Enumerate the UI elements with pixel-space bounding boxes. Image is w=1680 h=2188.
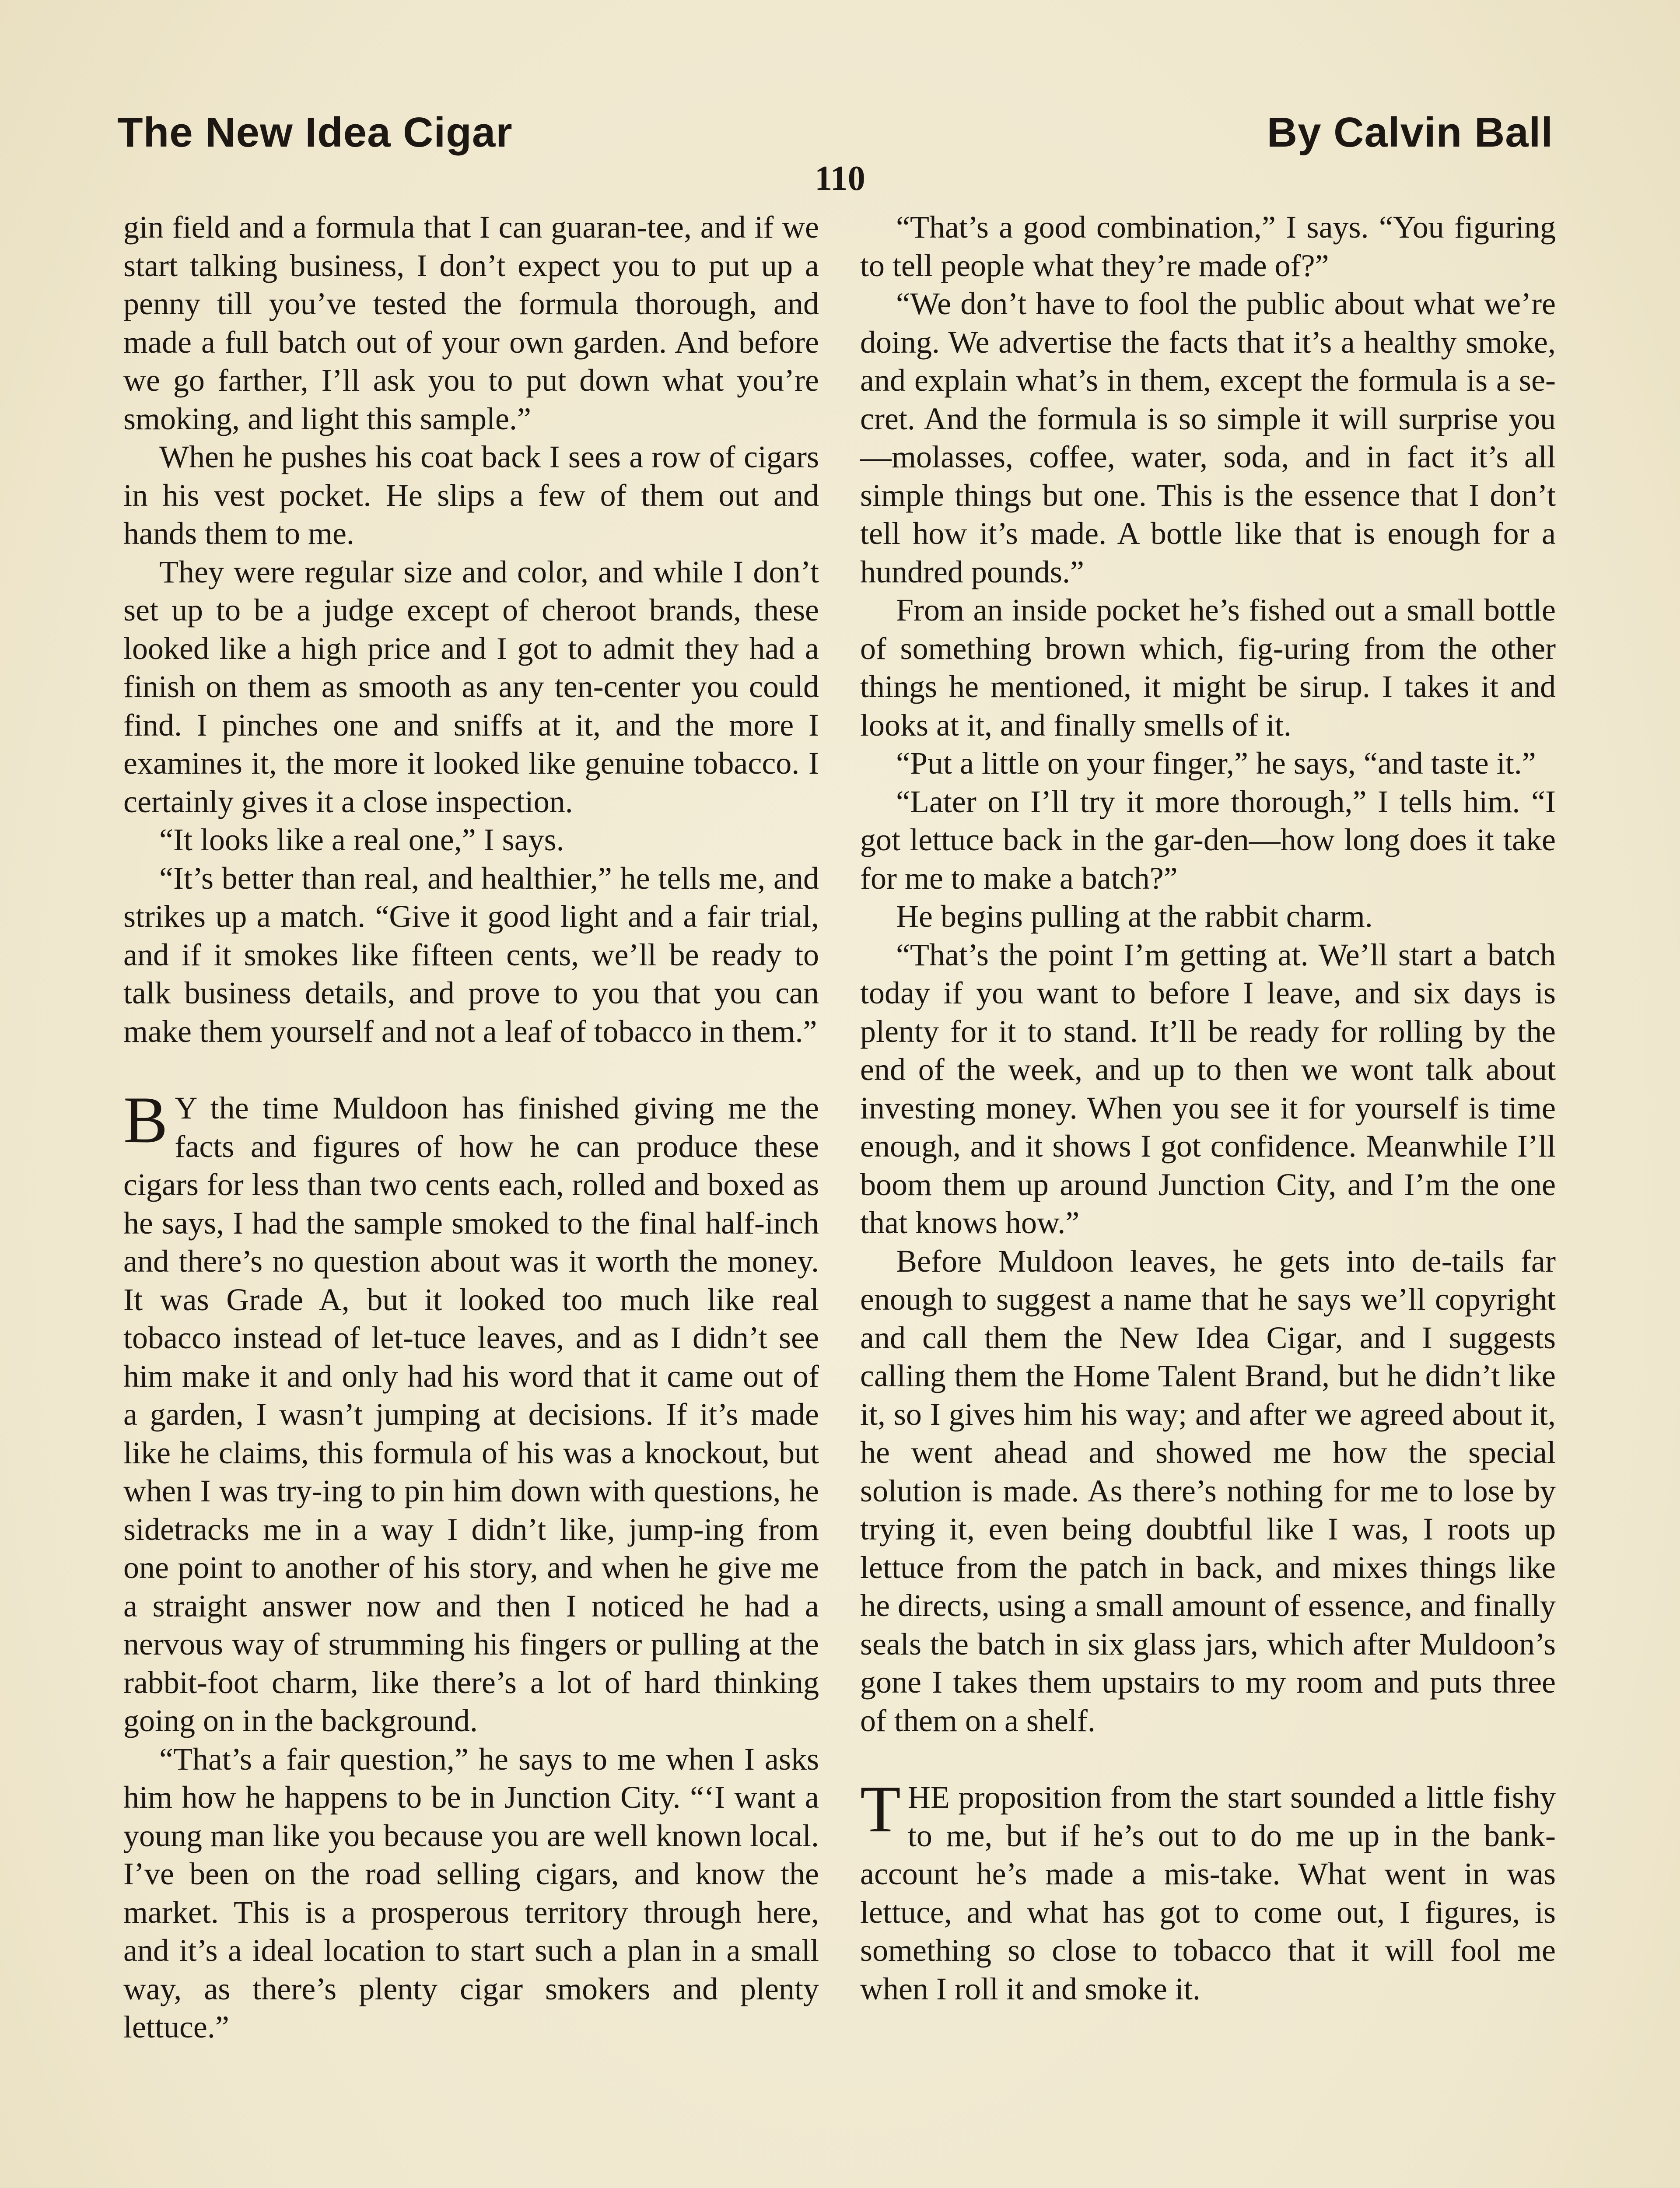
paragraph: “That’s a good combination,” I says. “You figuring to tell people what they’re made of?” bbox=[860, 210, 1556, 283]
drop-cap: T bbox=[860, 1772, 901, 1846]
paragraph: “Later on I’ll try it more thorough,” I tells him. “I got lettuce back in the gar-den—how long does it take for me to make a batch?” bbox=[860, 784, 1556, 896]
section-text: HE proposition from the start sounded a little fishy to me, but if he’s out to do me up in the bank-account he’s made a mis-take. What went in was lettuce, and what has got to come out, I figures, is something so close to tobacco that it will fool me when I roll it and smoke it. bbox=[860, 1780, 1556, 2006]
section-paragraph bbox=[860, 1772, 1556, 2008]
byline: By Calvin Ball bbox=[1267, 109, 1553, 156]
paragraph: “It looks like a real one,” I says. bbox=[159, 822, 564, 857]
story-title: The New Idea Cigar bbox=[117, 109, 513, 156]
section-paragraph bbox=[123, 1083, 819, 1740]
right-column bbox=[860, 208, 1556, 2008]
paragraph: “That’s a fair question,” he says to me when I asks him how he happens to be in Junction City. “‘I want a young man like you because you are well known local. I’ve been on the road selling cigars, and know the market. This is a prosperous territory through here, and it’s a ideal location to start such a plan in a small way, as there’s plenty cigar smokers and plenty lettuce.” bbox=[123, 1741, 819, 2044]
drop-cap: B bbox=[123, 1083, 168, 1157]
page-number: 110 bbox=[815, 159, 865, 198]
paragraph: Before Muldoon leaves, he gets into de-tails far enough to suggest a name that he says we’ll copyright and call them the New Idea Cigar, and I suggests calling them the Home Talent Brand, but he didn’t like it, so I gives him his way; and after we agreed about it, he went ahead and showed me how the special solution is made. As there’s nothing for me to lose by trying it, even being doubtful like I was, I roots up lettuce from the patch in back, and mixes things like he directs, using a small amount of essence, and finally seals the batch in six glass jars, which after Muldoon’s gone I takes them upstairs to my room and puts three of them on a shelf. bbox=[860, 1243, 1556, 1738]
paragraph: “We don’t have to fool the public about what we’re doing. We advertise the facts that it’s a healthy smoke, and explain what’s in them, except the formula is a se-cret. And the formula is so simple it will surprise you—molasses, coffee, water, soda, and in fact it’s all simple things but one. This is the essence that I don’t tell how it’s made. A bottle like that is enough for a hundred pounds.” bbox=[860, 286, 1556, 589]
paragraph: gin field and a formula that I can guaran-tee, and if we start talking business, I don’t expect you to put up a penny till you’ve tested the formula thorough, and made a full batch out of your own garden. And before we go farther, I’ll ask you to put down what you’re smoking, and light this sample.” bbox=[123, 210, 819, 436]
paragraph: When he pushes his coat back I sees a row of cigars in his vest pocket. He slips a few of them out and hands them to me. bbox=[123, 439, 819, 551]
section-text: Y the time Muldoon has finished giving me the facts and figures of how he can produce these cigars for less than two cents each, rolled and boxed as he says, I had the sample smoked to the final half-inch and there’s no question about was it worth the money. It was Grade A, but it looked too much like real tobacco instead of let-tuce leaves, and as I didn’t see him make it and only had his word that it came out of a garden, I wasn’t jumping at decisions. If it’s made like he claims, this formula of his was a knockout, but when I was try-ing to pin him down with questions, he sidetracks me in a way I didn’t like, jump-ing from one point to another of his story, and when he give me a straight answer now and then I noticed he had a nervous way of strumming his fingers or pulling at the rabbit-foot charm, like there’s a lot of hard thinking going on in the background. bbox=[123, 1090, 819, 1738]
paragraph: He begins pulling at the rabbit charm. bbox=[896, 899, 1373, 934]
paragraph: They were regular size and color, and while I don’t set up to be a judge except of cheroot brands, these looked like a high price and I got to admit they had a finish on them as smooth as any ten-center you could find. I pinches one and sniffs at it, and the more I examines it, the more it looked like genuine tobacco. I certainly gives it a close inspection. bbox=[123, 554, 819, 819]
left-column bbox=[123, 208, 819, 2047]
paragraph: “It’s better than real, and healthier,” he tells me, and strikes up a match. “Give it good light and a fair trial, and if it smokes like fifteen cents, we’ll be ready to talk business details, and prove to you that you can make them yourself and not a leaf of tobacco in them.” bbox=[123, 860, 819, 1049]
paragraph: “Put a little on your finger,” he says, “and taste it.” bbox=[896, 746, 1536, 781]
paragraph: From an inside pocket he’s fished out a small bottle of something brown which, fig-uring from the other things he mentioned, it might be sirup. I takes it and looks at it, and finally smells of it. bbox=[860, 593, 1556, 743]
paragraph: “That’s the point I’m getting at. We’ll start a batch today if you want to before I leave, and six days is plenty for it to stand. It’ll be ready for rolling by the end of the week, and up to then we wont talk about investing money. When you see it for yourself is time enough, and it shows I got confidence. Meanwhile I’ll boom them up around Junction City, and I’m the one that knows how.” bbox=[860, 937, 1556, 1240]
